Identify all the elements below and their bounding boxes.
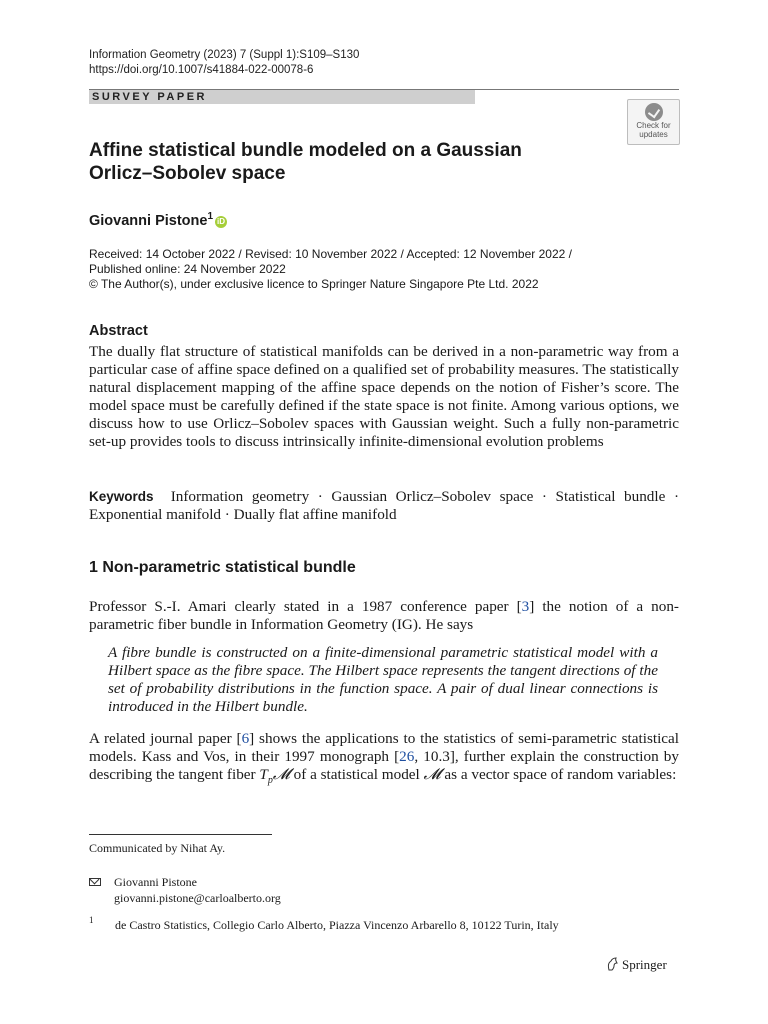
publication-dates <box>89 247 679 292</box>
para2-text-e: as a vector space of random variables: <box>440 766 677 783</box>
doi-link[interactable]: https://doi.org/10.1007/s41884-022-00078-6 <box>89 64 314 76</box>
para1-text-a: Professor S.-I. Amari clearly stated in a 1987 conference paper [ <box>89 598 522 615</box>
article-type-label: SURVEY PAPER <box>92 91 207 103</box>
article-type-band <box>89 90 475 104</box>
publisher-name: Springer <box>622 957 667 972</box>
abstract-heading: Abstract <box>89 323 148 339</box>
keywords-label: Keywords <box>89 489 154 504</box>
para2-text-c: , 10.3], further explain the construction by describing the tangent fiber <box>89 748 679 783</box>
contact-email[interactable]: giovanni.pistone@carloalberto.org <box>114 891 281 905</box>
title-line1: Affine statistical bundle modeled on a Gaussian <box>89 140 522 161</box>
orcid-icon[interactable]: iD <box>217 216 225 226</box>
math-tangent-fiber: $T_p𝓜$ <box>259 766 290 787</box>
dates-line2: Published online: 24 November 2022 <box>89 262 286 276</box>
footnote-rule <box>89 834 272 835</box>
copyright-line: © The Author(s), under exclusive licence to Springer Nature Singapore Pte Ltd. 2022 <box>89 277 539 291</box>
para1-text-b: ] the notion of a non-parametric fiber bundle in Information Geometry (IG). He says <box>89 598 679 633</box>
para2-text-b: ] shows the applications to the statistics of semi-parametric statistical models. Kass and Vos, in their 1997 monograph [ <box>89 730 679 765</box>
keywords <box>89 488 679 524</box>
para2-text-a: A related journal paper [ <box>89 730 242 747</box>
author-affil-mark: 1 <box>207 211 213 222</box>
badge-line1: Check for <box>636 121 671 130</box>
affiliation-number: 1 <box>89 915 94 925</box>
para2-text-d: of a statistical model <box>289 766 424 783</box>
badge-line2: updates <box>639 129 668 139</box>
section-paragraph-1 <box>89 598 679 634</box>
envelope-icon <box>89 878 101 886</box>
author-line <box>89 207 227 231</box>
section-paragraph-2 <box>89 730 679 790</box>
check-for-updates-badge[interactable] <box>627 99 680 145</box>
citation-link[interactable]: 3 <box>521 598 530 615</box>
citation-link[interactable]: 6 <box>241 730 250 747</box>
contact-name: Giovanni Pistone <box>114 875 197 889</box>
author-name[interactable]: Giovanni Pistone <box>89 212 208 229</box>
affiliation-text: de Castro Statistics, Collegio Carlo Alberto, Piazza Vincenzo Arbarello 8, 10122 Turin, Italy <box>115 918 559 932</box>
title-line2: Orlicz–Sobolev space <box>89 163 286 184</box>
check-updates-icon <box>645 103 663 121</box>
dates-line1: Received: 14 October 2022 / Revised: 10 November 2022 / Accepted: 12 November 2022 / <box>89 247 572 261</box>
keywords-text: Information geometry · Gaussian Orlicz–Sobolev space · Statistical bundle · Exponential manifold · Dually flat affine manifold <box>89 488 679 523</box>
section-heading: 1 Non-parametric statistical bundle <box>89 559 356 576</box>
math-model: 𝓜 <box>423 766 441 783</box>
paper-title <box>89 139 589 185</box>
springer-horse-icon <box>606 957 618 971</box>
abstract-text: The dually flat structure of statistical manifolds can be derived in a non-parametric way from a particular case of affine space defined on a qualified set of probability measures. The statistically natural displacement mapping of the affine space depends on the notion of Fisher’s score. The model space must be carefully defined if the state space is not finite. Among various options, we discuss how to use Orlicz–Sobolev spaces with Gaussian weight. Such a fully non-parametric set-up provides tools to discuss intrinsically infinite-dimensional evolution problems <box>89 343 679 450</box>
block-quote: A fibre bundle is constructed on a finite-dimensional parametric statistical model with a Hilbert space as the fibre space. The Hilbert space represents the tangent directions of the set of probability distributions in the function space. A pair of dual linear connections is introduced in the Hilbert bundle. <box>108 644 658 715</box>
publisher-logo <box>606 955 667 975</box>
citation-link[interactable]: 26 <box>399 748 415 765</box>
communicated-by: Communicated by Nihat Ay. <box>89 841 226 855</box>
journal-citation: Information Geometry (2023) 7 (Suppl 1):S109–S130 <box>89 49 360 61</box>
